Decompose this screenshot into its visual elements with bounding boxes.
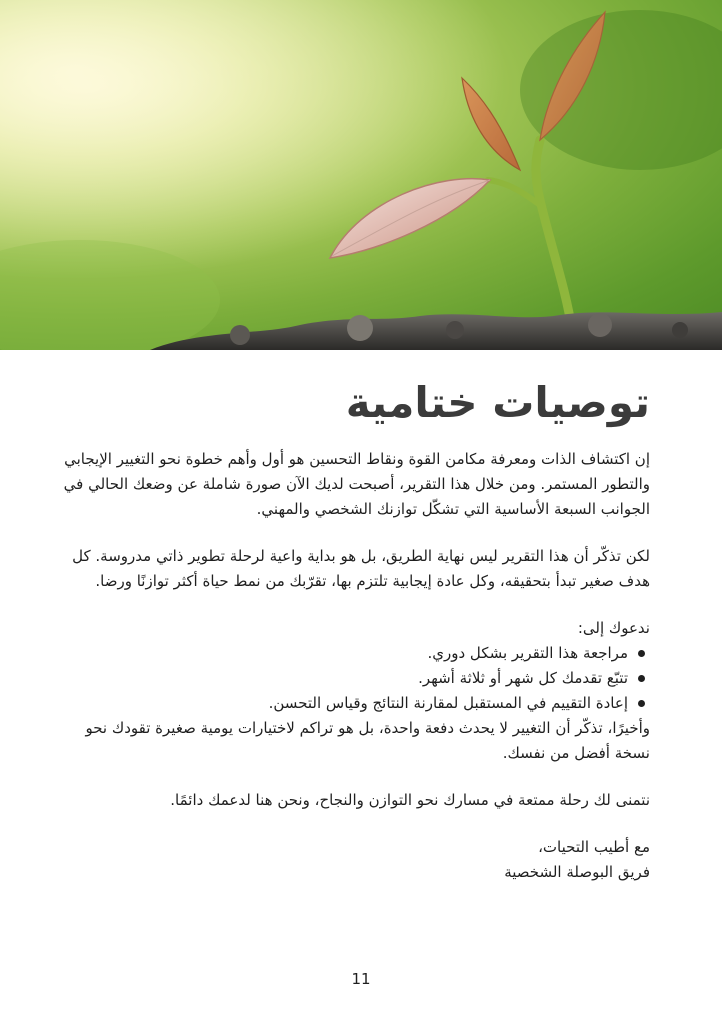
- invite-label: ندعوك إلى:: [577, 619, 650, 637]
- invite-list: [60, 641, 650, 716]
- hero-image: [0, 0, 722, 350]
- paragraph-spacer: [60, 766, 650, 788]
- page-number: 11: [351, 970, 371, 988]
- reminder-paragraph: لكن تذكّر أن هذا التقرير ليس نهاية الطريق، بل هو بداية واعية لرحلة تطوير ذاتي مدروسة. كل هدف صغير تبدأ بتحقيقه، وكل عادة إيجابية تلتزم بها، تقرّبك من نمط حياة أكثر توازنًا ورضا.: [72, 547, 650, 590]
- team-name: فريق البوصلة الشخصية: [504, 863, 650, 881]
- final-note-paragraph: وأخيرًا، تذكّر أن التغيير لا يحدث دفعة واحدة، بل هو تراكم لاختيارات يومية صغيرة تقودك نحو نسخة أفضل من نفسك.: [85, 719, 650, 762]
- paragraph-spacer: [60, 594, 650, 616]
- paragraph-spacer: [60, 522, 650, 544]
- signoff: مع أطيب التحيات،: [538, 838, 650, 856]
- list-item: إعادة التقييم في المستقبل لمقارنة النتائج وقياس التحسن.: [60, 691, 628, 716]
- closing-recommendations: [60, 447, 650, 885]
- page-title: توصيات ختامية: [345, 378, 650, 427]
- paragraph-spacer: [60, 813, 650, 835]
- seedling-illustration: [0, 0, 722, 350]
- list-item: مراجعة هذا التقرير بشكل دوري.: [60, 641, 628, 666]
- list-item: تتبّع تقدمك كل شهر أو ثلاثة أشهر.: [60, 666, 628, 691]
- wish-paragraph: نتمنى لك رحلة ممتعة في مسارك نحو التوازن والنجاح، ونحن هنا لدعمك دائمًا.: [170, 791, 650, 809]
- intro-paragraph: إن اكتشاف الذات ومعرفة مكامن القوة ونقاط التحسين هو أول وأهم خطوة نحو التغيير الإيجابي والتطور المستمر. ومن خلال هذا التقرير، أصبحت لديك الآن صورة شاملة عن وضعك الحالي في الجوانب السبعة الأساسية التي تشكّل توازنك الشخصي والمهني.: [63, 450, 650, 518]
